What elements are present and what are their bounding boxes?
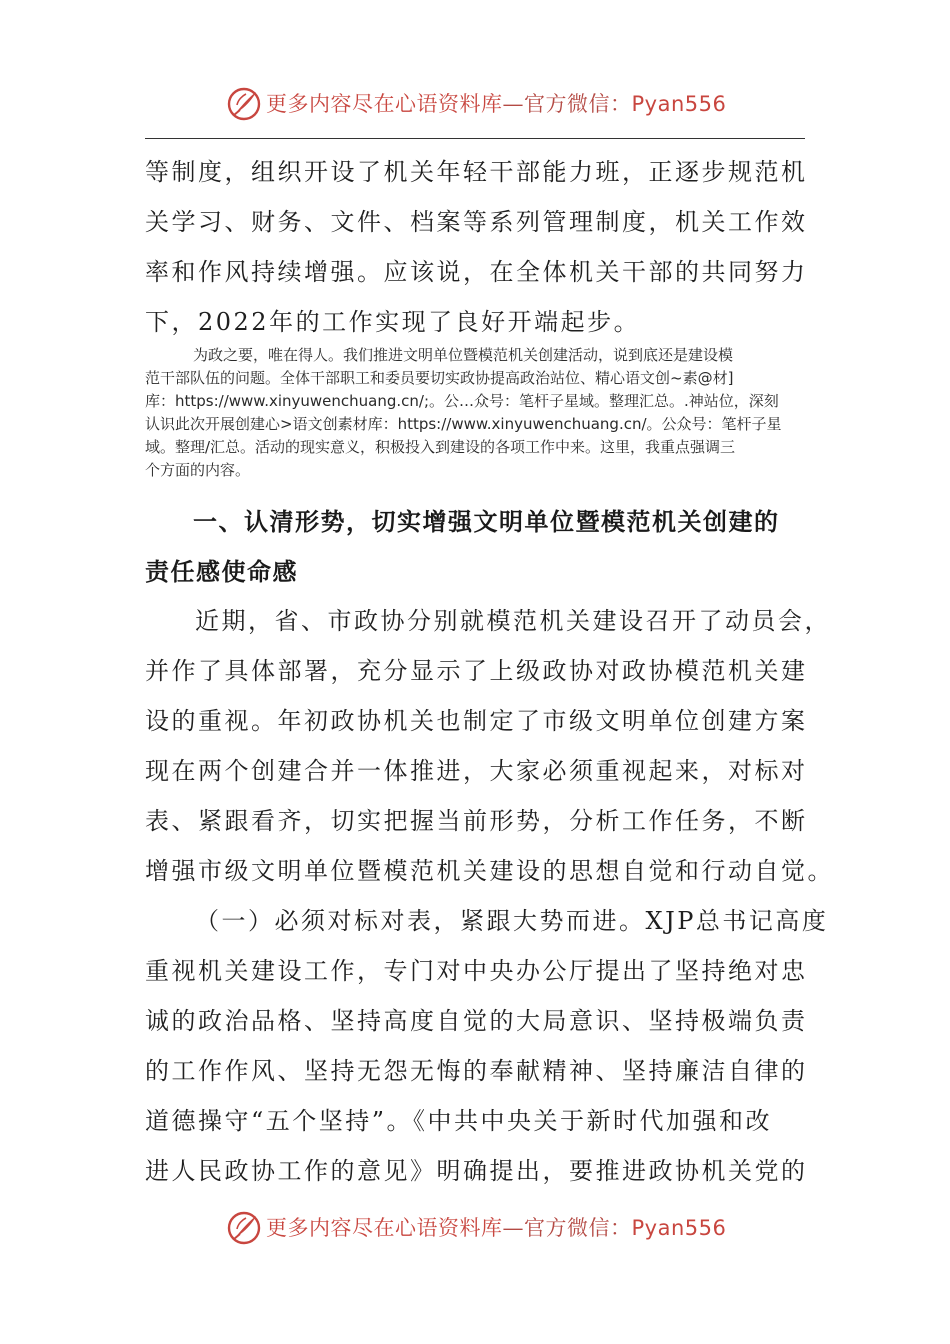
footer-banner xyxy=(0,1208,950,1248)
text-line: 认识此次开展创建心>语文创素材库：https://www.xinyuwenchuang.cn/。公众号：笔杆子星 xyxy=(145,415,782,433)
text-line: 下，2022年的工作实现了良好开端起步。 xyxy=(145,308,641,336)
quill-logo-icon xyxy=(226,1210,262,1246)
text-line: 关学习、财务、文件、档案等系列管理制度，机关工作效 xyxy=(145,208,808,236)
text-line: 设的重视。年初政协机关也制定了市级文明单位创建方案 xyxy=(145,707,808,735)
text-line: 库：https://www.xinyuwenchuang.cn/;。公…众号：笔杆子星域。整理汇总。.神站位，深刻 xyxy=(145,392,779,410)
banner-wechat-id: Pyan556 xyxy=(631,1216,727,1240)
text-line: 等制度，组织开设了机关年轻干部能力班，正逐步规范机 xyxy=(145,158,808,186)
text-line: 进人民政协工作的意见》明确提出，要推进政协机关党的 xyxy=(145,1157,808,1185)
banner-main-text: 更多内容尽在心语资料库 xyxy=(266,92,503,116)
text-line: 率和作风持续增强。应该说，在全体机关干部的共同努力 xyxy=(145,258,808,286)
header-rule xyxy=(145,138,805,139)
heading-line: 一、认清形势，切实增强文明单位暨模范机关创建的 xyxy=(193,508,780,536)
quill-logo-icon xyxy=(226,86,262,122)
banner-main-text: 更多内容尽在心语资料库 xyxy=(266,1216,503,1240)
footer-banner-text xyxy=(266,1214,726,1242)
text-line: 范干部队伍的问题。全体干部职工和委员要切实政协提高政治站位、精心语文创~素@材] xyxy=(145,369,734,387)
text-line: 道德操守“五个坚持”。《中共中央关于新时代加强和改 xyxy=(145,1107,773,1135)
banner-official-label: 官方微信： xyxy=(524,1216,632,1240)
banner-dash: — xyxy=(502,92,524,116)
text-line: 域。整理/汇总。活动的现实意义，积极投入到建设的各项工作中来。这里，我重点强调三 xyxy=(145,438,736,456)
header-banner-text xyxy=(266,90,726,118)
text-line: 重视机关建设工作，专门对中央办公厅提出了坚持绝对忠 xyxy=(145,957,808,985)
banner-dash: — xyxy=(502,1216,524,1240)
header-banner xyxy=(0,84,950,124)
text-line: 为政之要，唯在得人。我们推进文明单位暨模范机关创建活动，说到底还是建设模 xyxy=(193,346,734,364)
text-line: 并作了具体部署，充分显示了上级政协对政协模范机关建 xyxy=(145,657,808,685)
text-line: 增强市级文明单位暨模范机关建设的思想自觉和行动自觉。 xyxy=(145,857,834,885)
text-line: 个方面的内容。 xyxy=(145,461,251,479)
small-paragraph xyxy=(145,344,810,482)
paragraph-first-point xyxy=(145,896,829,1196)
text-line: 诚的政治品格、坚持高度自觉的大局意识、坚持极端负责 xyxy=(145,1007,808,1035)
paragraph-continued xyxy=(145,147,807,347)
text-line: 表、紧跟看齐，切实把握当前形势，分析工作任务，不断 xyxy=(145,807,808,835)
heading-line: 责任感使命感 xyxy=(145,558,298,586)
text-line: （一）必须对标对表，紧跟大势而进。XJP总书记高度 xyxy=(195,907,829,935)
banner-wechat-id: Pyan556 xyxy=(631,92,727,116)
text-line: 的工作作风、坚持无怨无悔的奉献精神、坚持廉洁自律的 xyxy=(145,1057,808,1085)
section-heading xyxy=(145,497,815,597)
text-line: 近期，省、市政协分别就模范机关建设召开了动员会， xyxy=(195,607,831,635)
banner-official-label: 官方微信： xyxy=(524,92,632,116)
text-line: 现在两个创建合并一体推进，大家必须重视起来，对标对 xyxy=(145,757,808,785)
paragraph-situation xyxy=(145,596,834,896)
